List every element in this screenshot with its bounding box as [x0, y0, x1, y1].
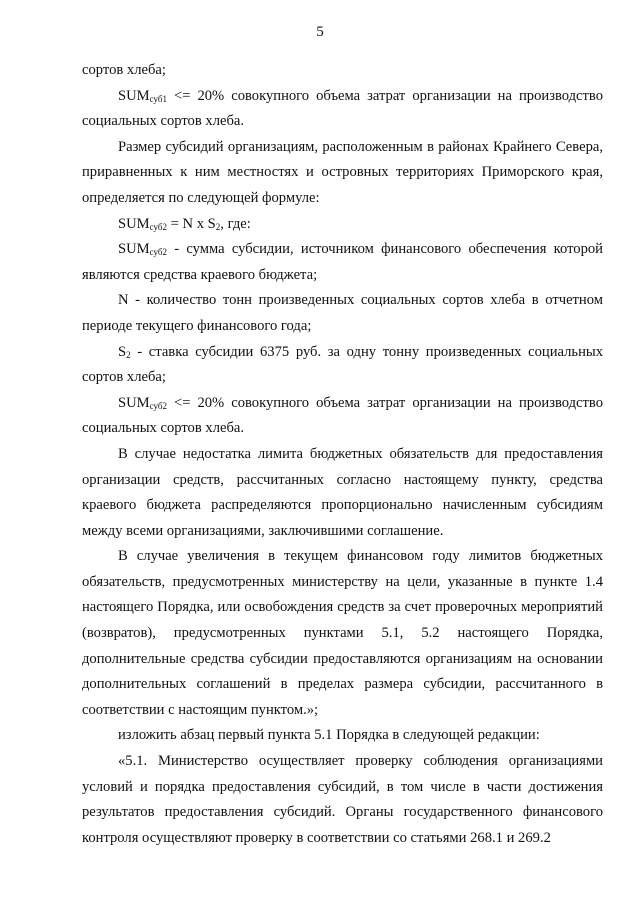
formula-subscript: суб2	[149, 221, 167, 232]
paragraph-text: - сумма субсидии, источником финансового обеспечения которой являются средства краевого бюджета;	[82, 241, 603, 283]
paragraph-text: - ставка субсидии 6375 руб. за одну тонну произведенных социальных сортов хлеба;	[82, 343, 603, 386]
paragraph-far-north-subsidy: Размер субсидий организациям, расположенным в районах Крайнего Севера, приравненных к ним местностях и островных территориях Приморского края, определяется по следующей формуле:	[82, 138, 603, 206]
paragraph-s2-definition	[82, 340, 603, 391]
paragraph-sum-definition	[82, 237, 603, 288]
formula-subscript: суб2	[149, 247, 167, 258]
formula-symbol-sum: SUM	[118, 215, 150, 232]
paragraph-section-5-1: «5.1. Министерство осуществляет проверку соблюдения организациями условий и порядка предоставления субсидий, в том числе в части достижения результатов предоставления субсидий. Органы государственного финансового контроля осуществляют проверку в соответствии со статьями 268.1 и 269.2	[82, 753, 603, 846]
formula-subscript: суб1	[149, 93, 167, 104]
paragraph-n-definition: N - количество тонн произведенных социальных сортов хлеба в отчетном периоде текущего финансового года;	[82, 292, 603, 334]
paragraph-text: , где:	[220, 215, 251, 232]
paragraph-limit-increase: В случае увеличения в текущем финансовом году лимитов бюджетных обязательств, предусмотренных министерству на цели, указанные в пункте 1.4 настоящего Порядка, или освобождения средств за счет проверочных мероприятий (возвратов), предусмотренных пунктами 5.1, 5.2 настоящего Порядка, дополнительные средства субсидии предоставляются организациям на основании дополнительных соглашений в пределах размера субсидии, рассчитанного в соответствии с настоящим пунктом.»;	[82, 548, 603, 718]
document-body	[82, 58, 603, 851]
formula-subscript: 2	[215, 221, 221, 232]
formula-symbol-s: S	[118, 343, 127, 360]
formula-equation: = N x S	[166, 215, 216, 232]
paragraph-sum-sub1-limit	[82, 84, 603, 135]
formula-symbol-sum: SUM	[118, 394, 150, 411]
formula-symbol-sum: SUM	[118, 87, 150, 104]
page-number: 5	[316, 24, 324, 40]
formula-symbol-sum: SUM	[118, 241, 150, 258]
paragraph-sum-sub2-limit	[82, 391, 603, 442]
paragraph-formula	[82, 212, 603, 238]
paragraph-amendment-instruction: изложить абзац первый пункта 5.1 Порядка в следующей редакции:	[118, 727, 540, 744]
paragraph-limit-shortage: В случае недостатка лимита бюджетных обязательств для предоставления организации средств, рассчитанных согласно настоящему пункту, средства краевого бюджета распределяются пропорционально начисленным субсидиям между всеми организациями, заключившими соглашение.	[82, 445, 603, 539]
formula-subscript: 2	[126, 349, 131, 360]
formula-subscript: суб2	[149, 400, 167, 411]
paragraph-bread-types-end: сортов хлеба;	[82, 62, 166, 78]
paragraph-text: <= 20% совокупного объема затрат организации на производство социальных сортов хлеба.	[82, 394, 603, 437]
paragraph-text: <= 20% совокупного объема затрат организации на производство социальных сортов хлеба.	[82, 87, 603, 130]
